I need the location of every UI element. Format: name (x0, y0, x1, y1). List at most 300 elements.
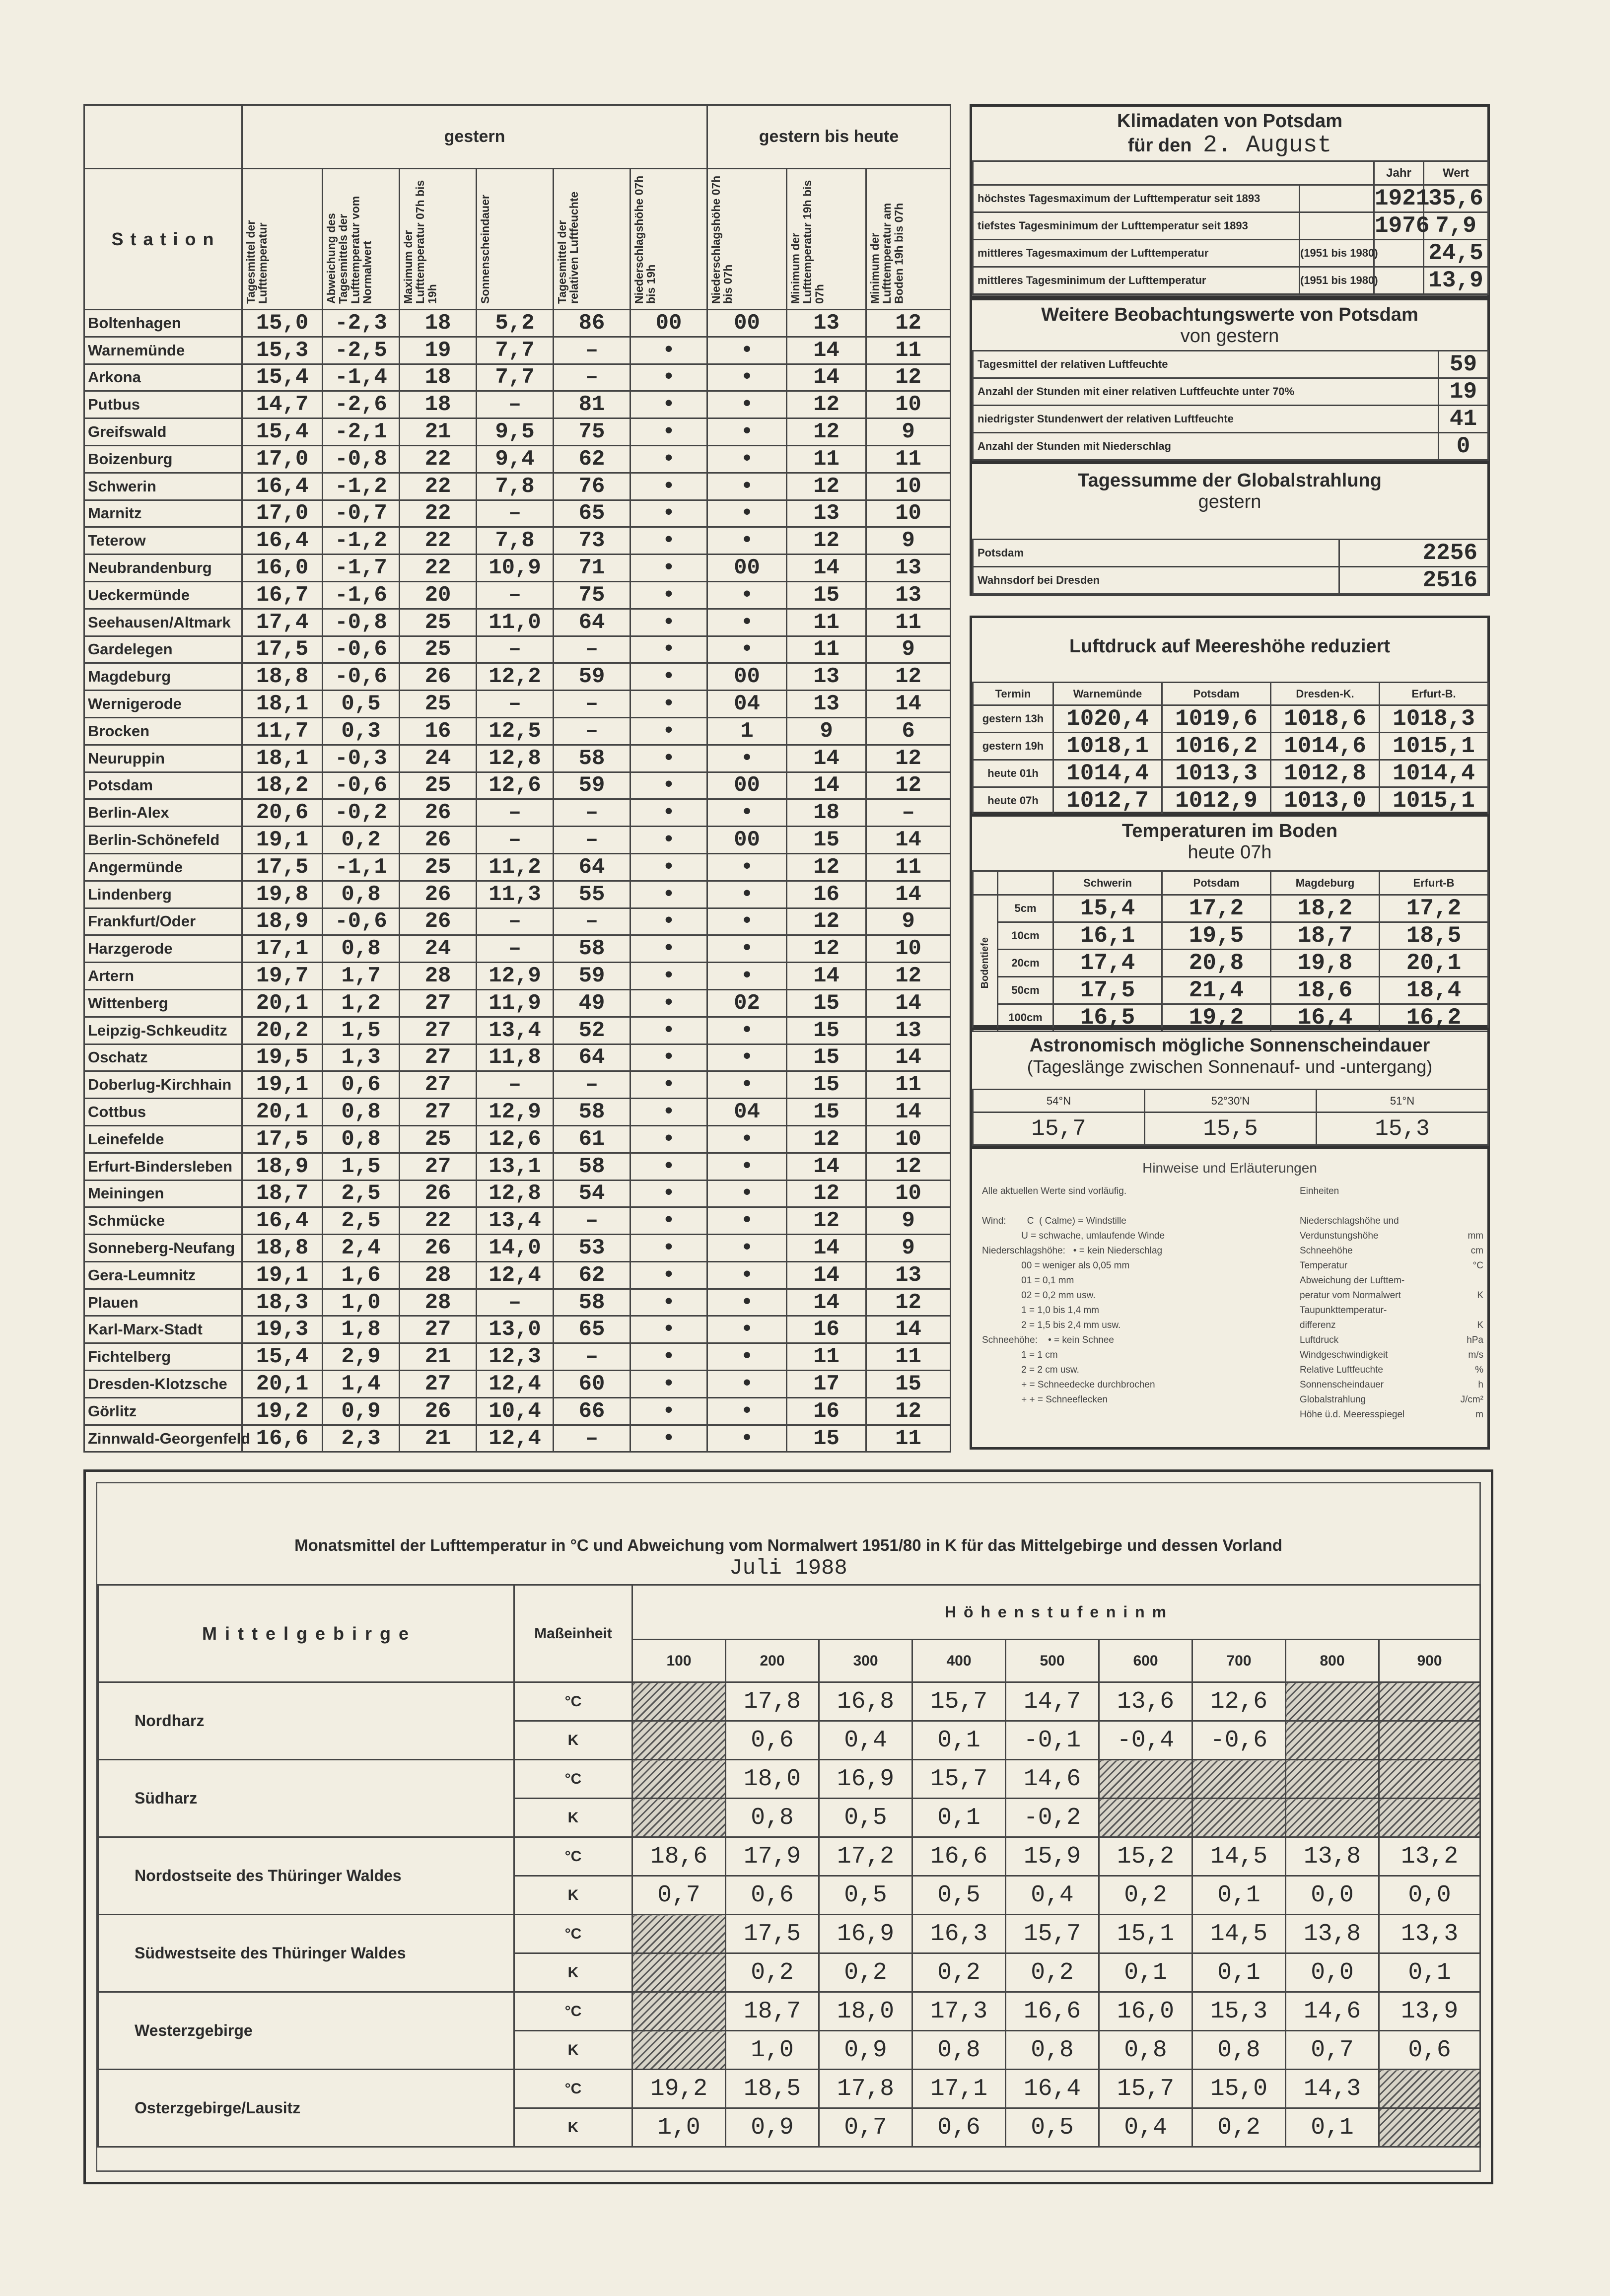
station-value: 18 (400, 391, 477, 418)
station-value: • (630, 500, 707, 527)
station-value: 00 (707, 663, 787, 691)
station-value: 22 (400, 527, 477, 555)
pressure-term: heute 07h (973, 787, 1053, 815)
monthly-row (98, 1992, 1480, 2031)
station-value: -2,6 (323, 391, 400, 418)
column-header (787, 169, 866, 310)
monthly-value: 16,0 (1099, 1992, 1192, 2031)
monthly-value: 15,7 (912, 1760, 1006, 1799)
hatched-cell (1192, 1760, 1286, 1799)
station-value: 21 (400, 1425, 477, 1452)
column-header-text: Sonnenscheindauer (479, 194, 491, 304)
station-value: 28 (400, 963, 477, 990)
radiation-value: 2256 (1339, 540, 1488, 567)
station-value: – (554, 1071, 630, 1099)
monthly-value: 19,2 (632, 2070, 726, 2108)
station-value: 17,5 (242, 853, 323, 881)
monthly-value: 0,7 (632, 1876, 726, 1915)
monthly-value: 15,7 (912, 1682, 1006, 1721)
station-value: 11 (866, 609, 951, 636)
station-value: • (630, 1235, 707, 1262)
soil-value: 20,1 (1380, 950, 1488, 977)
station-value: 16 (787, 1397, 866, 1425)
hatched-cell (1286, 1760, 1379, 1799)
station-value: • (707, 1289, 787, 1316)
further-row (973, 433, 1488, 460)
monthly-value: 0,8 (1006, 2031, 1099, 2070)
station-value: -1,6 (323, 581, 400, 609)
station-name: Schwerin (84, 473, 242, 500)
climate-col-value: Wert (1424, 161, 1488, 185)
unit-cell: K (514, 2031, 632, 2070)
station-value: 86 (554, 310, 630, 337)
unit-symbol: m (1475, 1409, 1483, 1420)
soil-side-label (973, 895, 998, 1032)
station-value: 17,4 (242, 609, 323, 636)
station-name: Marnitz (84, 500, 242, 527)
station-value: • (630, 581, 707, 609)
station-value: -0,8 (323, 445, 400, 473)
station-value: – (554, 717, 630, 745)
monthly-value: 0,2 (1192, 2108, 1286, 2147)
climate-title: Klimadaten von Potsdam (1117, 111, 1342, 132)
station-value: 1,6 (323, 1261, 400, 1289)
station-value: 18,2 (242, 772, 323, 799)
station-value: 14 (787, 555, 866, 582)
notes-left (982, 1214, 1290, 1407)
station-value: 02 (707, 989, 787, 1017)
station-value: 10 (866, 1180, 951, 1207)
station-row (84, 935, 951, 963)
column-header-text: Minimum der Lufttemperatur 19h bis 07h (789, 180, 826, 304)
station-value: 18,1 (242, 691, 323, 718)
monthly-value: 17,9 (726, 1837, 819, 1876)
station-value: 14 (787, 337, 866, 364)
station-value: 14 (866, 1316, 951, 1343)
monthly-value: 13,8 (1286, 1837, 1379, 1876)
astro-box (970, 1028, 1490, 1147)
station-value: 2,5 (323, 1207, 400, 1235)
station-value: 13 (866, 1261, 951, 1289)
station-value: 14 (787, 1235, 866, 1262)
station-value: 58 (554, 1153, 630, 1180)
monthly-value: 1,0 (726, 2031, 819, 2070)
station-row (84, 1017, 951, 1044)
soil-value: 21,4 (1162, 977, 1271, 1004)
monthly-value: 0,6 (912, 2108, 1006, 2147)
note-line: 2 = 2 cm usw. (982, 1365, 1079, 1375)
soil-header: Erfurt-B (1380, 871, 1488, 895)
pressure-table (972, 682, 1489, 815)
station-value: 81 (554, 391, 630, 418)
station-value: 11,3 (477, 881, 554, 908)
station-value: – (477, 691, 554, 718)
station-value: 14 (866, 1044, 951, 1071)
station-value: 12 (866, 1153, 951, 1180)
station-row (84, 391, 951, 418)
station-value: 21 (400, 418, 477, 446)
station-value: 15,4 (242, 418, 323, 446)
station-value: 11,7 (242, 717, 323, 745)
station-value: 11,8 (477, 1044, 554, 1071)
station-value: 22 (400, 445, 477, 473)
station-name: Görlitz (84, 1397, 242, 1425)
station-value: 11,9 (477, 989, 554, 1017)
station-value: 13 (787, 310, 866, 337)
station-value: 16,4 (242, 1207, 323, 1235)
further-value: 0 (1439, 433, 1488, 460)
monthly-value: 17,5 (726, 1915, 819, 1953)
station-value: – (477, 1071, 554, 1099)
station-value: • (630, 1343, 707, 1371)
station-value: 26 (400, 1235, 477, 1262)
station-value: 7,8 (477, 527, 554, 555)
station-value: • (707, 1125, 787, 1153)
station-value: 27 (400, 1153, 477, 1180)
pressure-value: 1014,4 (1380, 760, 1488, 787)
climate-body (973, 185, 1488, 294)
station-value: • (630, 445, 707, 473)
station-value: 15 (787, 1017, 866, 1044)
station-value: 53 (554, 1235, 630, 1262)
station-value: 16 (400, 717, 477, 745)
station-row (84, 1153, 951, 1180)
station-value: 7,7 (477, 364, 554, 391)
station-value: 17 (787, 1371, 866, 1398)
pressure-term: gestern 13h (973, 705, 1053, 733)
monthly-value: 0,1 (1099, 1953, 1192, 1992)
station-value: 9 (787, 717, 866, 745)
station-value: 10,4 (477, 1397, 554, 1425)
station-row (84, 555, 951, 582)
climate-col-year: Jahr (1374, 161, 1424, 185)
station-value: 13,4 (477, 1207, 554, 1235)
hatched-cell (1099, 1799, 1192, 1837)
further-label: Anzahl der Stunden mit einer relativen Luftfeuchte unter 70% (973, 378, 1439, 406)
monthly-value: 18,7 (726, 1992, 819, 2031)
pressure-header: Warnemünde (1053, 683, 1162, 705)
station-row (84, 1044, 951, 1071)
unit-cell: °C (514, 1915, 632, 1953)
station-row (84, 881, 951, 908)
climate-value: 13,9 (1424, 267, 1488, 294)
station-row (84, 799, 951, 827)
station-value: 00 (707, 772, 787, 799)
station-value: 12 (866, 745, 951, 772)
station-value: 12 (787, 391, 866, 418)
pressure-body (973, 705, 1488, 815)
soil-value: 18,6 (1271, 977, 1380, 1004)
station-value: 64 (554, 609, 630, 636)
station-value: 22 (400, 500, 477, 527)
station-value: 59 (554, 963, 630, 990)
stations-body (84, 310, 951, 1452)
station-value: 12 (866, 963, 951, 990)
monthly-value: 0,1 (912, 1721, 1006, 1760)
station-value: 11 (866, 1343, 951, 1371)
monthly-value: 16,6 (1006, 1992, 1099, 2031)
pressure-row (973, 787, 1488, 815)
monthly-value: 0,0 (1286, 1876, 1379, 1915)
monthly-value: 0,4 (819, 1721, 912, 1760)
station-value: 73 (554, 527, 630, 555)
hatched-cell (1379, 1721, 1480, 1760)
station-value: 12 (866, 772, 951, 799)
station-row (84, 663, 951, 691)
station-value: • (630, 609, 707, 636)
station-value: 11 (866, 445, 951, 473)
station-value: • (630, 963, 707, 990)
station-value: 65 (554, 1316, 630, 1343)
station-value: 00 (630, 310, 707, 337)
station-value: 11 (787, 1343, 866, 1371)
station-value: – (477, 391, 554, 418)
column-header (630, 169, 707, 310)
unit-label: Relative Luftfeuchte (1300, 1365, 1383, 1375)
monthly-value: 0,2 (819, 1953, 912, 1992)
astro-title: Astronomisch mögliche Sonnenscheindauer (1029, 1035, 1430, 1056)
station-value: 66 (554, 1397, 630, 1425)
height-header: 400 (912, 1640, 1006, 1682)
station-value: 11 (787, 609, 866, 636)
station-value: 76 (554, 473, 630, 500)
station-value: 12 (866, 364, 951, 391)
station-value: 26 (400, 799, 477, 827)
station-value: 1,0 (323, 1289, 400, 1316)
height-header: 600 (1099, 1640, 1192, 1682)
monthly-value: 0,2 (1099, 1876, 1192, 1915)
station-value: 49 (554, 989, 630, 1017)
unit-cell: K (514, 1876, 632, 1915)
station-value: • (630, 1180, 707, 1207)
station-value: – (477, 935, 554, 963)
station-name: Artern (84, 963, 242, 990)
pressure-header: Dresden-K. (1271, 683, 1380, 705)
station-value: 15 (787, 1425, 866, 1452)
soil-value: 19,5 (1162, 922, 1271, 950)
note-line: 02 = 0,2 mm usw. (982, 1290, 1096, 1301)
station-value: 19 (400, 337, 477, 364)
monthly-value: 18,0 (726, 1760, 819, 1799)
monthly-value: 17,3 (912, 1992, 1006, 2031)
station-value: 0,8 (323, 935, 400, 963)
radiation-body (973, 540, 1488, 594)
station-row (84, 1343, 951, 1371)
station-value: 12 (787, 527, 866, 555)
station-value: • (707, 418, 787, 446)
monthly-inner (96, 1482, 1481, 2172)
station-value: 17,0 (242, 500, 323, 527)
station-value: • (707, 1371, 787, 1398)
station-value: 25 (400, 691, 477, 718)
station-value: -0,3 (323, 745, 400, 772)
station-value: 13,1 (477, 1153, 554, 1180)
note-line: Niederschlagshöhe: • = kein Niederschlag (982, 1246, 1163, 1256)
height-header: 900 (1379, 1640, 1480, 1682)
station-row (84, 1261, 951, 1289)
station-value: • (707, 337, 787, 364)
station-value: 18 (787, 799, 866, 827)
further-subtitle: von gestern (1180, 326, 1279, 347)
column-header-text: Niederschlagshöhe 07h bis 19h (632, 175, 658, 304)
station-value: 27 (400, 1371, 477, 1398)
station-value: 2,5 (323, 1180, 400, 1207)
station-value: 15 (787, 827, 866, 854)
unit-line (1300, 1348, 1483, 1363)
station-value: 18,7 (242, 1180, 323, 1207)
monthly-table (97, 1584, 1481, 2148)
further-body (973, 351, 1488, 460)
station-value: -0,7 (323, 500, 400, 527)
station-name: Oschatz (84, 1044, 242, 1071)
station-value: • (630, 717, 707, 745)
unit-cell: K (514, 1799, 632, 1837)
monthly-row (98, 2070, 1480, 2108)
unit-cell: °C (514, 1682, 632, 1721)
station-name: Gera-Leumnitz (84, 1261, 242, 1289)
pressure-header: Termin (973, 683, 1053, 705)
station-value: 26 (400, 1397, 477, 1425)
station-value: 0,5 (323, 691, 400, 718)
station-value: • (630, 1099, 707, 1126)
region-name: Nordharz (98, 1682, 514, 1760)
pressure-row (973, 705, 1488, 733)
radiation-row (973, 567, 1488, 594)
monthly-value: 13,8 (1286, 1915, 1379, 1953)
station-value: • (707, 636, 787, 663)
station-value: 11 (787, 636, 866, 663)
radiation-table (972, 539, 1489, 595)
astro-header: 52°30'N (1145, 1090, 1317, 1113)
station-value: 14 (866, 1099, 951, 1126)
monthly-value: 16,9 (819, 1915, 912, 1953)
station-name: Angermünde (84, 853, 242, 881)
station-row (84, 1125, 951, 1153)
station-value: 00 (707, 555, 787, 582)
station-value: – (554, 827, 630, 854)
station-value: • (630, 827, 707, 854)
station-value: 62 (554, 445, 630, 473)
station-value: 13 (787, 500, 866, 527)
station-value: • (630, 418, 707, 446)
monthly-value: 0,5 (819, 1799, 912, 1837)
station-value: • (630, 1044, 707, 1071)
region-name: Nordostseite des Thüringer Waldes (98, 1837, 514, 1915)
unit-line (1300, 1407, 1483, 1422)
hatched-cell (632, 1992, 726, 2031)
station-row (84, 853, 951, 881)
monthly-value: 0,1 (1379, 1953, 1480, 1992)
unit-symbol: mm (1468, 1231, 1483, 1241)
note-line: Wind: C ( Calme) = Windstille (982, 1216, 1126, 1226)
column-header-text: Minimum der Lufttemperatur am Boden 19h bis 07h (868, 203, 906, 304)
station-value: 11 (866, 1071, 951, 1099)
station-value: 13,4 (477, 1017, 554, 1044)
station-value: -0,6 (323, 908, 400, 935)
station-value: 11 (866, 1425, 951, 1452)
station-value: 60 (554, 1371, 630, 1398)
station-name: Boltenhagen (84, 310, 242, 337)
monthly-value: 0,4 (1006, 1876, 1099, 1915)
station-value: • (707, 745, 787, 772)
climate-period (1300, 212, 1374, 240)
region-name: Westerzgebirge (98, 1992, 514, 2070)
monthly-value: 13,2 (1379, 1837, 1480, 1876)
station-value: 17,1 (242, 935, 323, 963)
station-value: 27 (400, 1017, 477, 1044)
station-value: – (477, 827, 554, 854)
station-value: • (707, 1261, 787, 1289)
station-value: 10 (866, 500, 951, 527)
note-line: 2 = 1,5 bis 2,4 mm usw. (982, 1320, 1121, 1330)
station-value: 28 (400, 1289, 477, 1316)
hatched-cell (1286, 1721, 1379, 1760)
station-row (84, 500, 951, 527)
station-value: 13 (787, 691, 866, 718)
monthly-value: 0,8 (912, 2031, 1006, 2070)
station-value: • (630, 1289, 707, 1316)
monthly-value: 0,2 (912, 1953, 1006, 1992)
station-value: 26 (400, 663, 477, 691)
station-value: 12 (787, 1207, 866, 1235)
unit-cell: K (514, 1953, 632, 1992)
station-row (84, 963, 951, 990)
station-value: • (630, 908, 707, 935)
station-value: 15 (787, 1071, 866, 1099)
station-row (84, 445, 951, 473)
station-value: 0,8 (323, 1125, 400, 1153)
station-value: -2,1 (323, 418, 400, 446)
station-value: 18,9 (242, 908, 323, 935)
notes-title: Hinweise und Erläuterungen (1142, 1160, 1317, 1176)
height-header: 700 (1192, 1640, 1286, 1682)
hatched-cell (1286, 1799, 1379, 1837)
station-value: 15 (787, 1044, 866, 1071)
station-value: 15,4 (242, 1343, 323, 1371)
further-row (973, 406, 1488, 433)
hatched-cell (632, 1953, 726, 1992)
station-row (84, 310, 951, 337)
hatched-cell (632, 1915, 726, 1953)
station-row (84, 827, 951, 854)
station-value: • (707, 364, 787, 391)
station-value: • (630, 337, 707, 364)
station-value: -0,8 (323, 609, 400, 636)
monthly-value: 18,0 (819, 1992, 912, 2031)
station-value: 21 (400, 1343, 477, 1371)
station-value: 13 (866, 1017, 951, 1044)
station-value: 55 (554, 881, 630, 908)
station-value: • (707, 609, 787, 636)
astro-subtitle: (Tageslänge zwischen Sonnenauf- und -untergang) (1027, 1056, 1433, 1077)
station-value: • (630, 1153, 707, 1180)
station-value: 12,8 (477, 1180, 554, 1207)
station-name: Brocken (84, 717, 242, 745)
climate-label: mittleres Tagesmaximum der Lufttemperatur (973, 240, 1300, 267)
further-value: 19 (1439, 378, 1488, 406)
monthly-value: 14,6 (1286, 1992, 1379, 2031)
station-value: 58 (554, 935, 630, 963)
station-value: 16 (787, 1316, 866, 1343)
soil-depth: 100cm (998, 1004, 1053, 1032)
station-value: 12 (787, 418, 866, 446)
monthly-value: 1,0 (632, 2108, 726, 2147)
station-value: 14,0 (477, 1235, 554, 1262)
station-value: 14 (787, 772, 866, 799)
station-name: Meiningen (84, 1180, 242, 1207)
station-value: 12,4 (477, 1371, 554, 1398)
unit-label: Schneehöhe (1300, 1246, 1353, 1256)
